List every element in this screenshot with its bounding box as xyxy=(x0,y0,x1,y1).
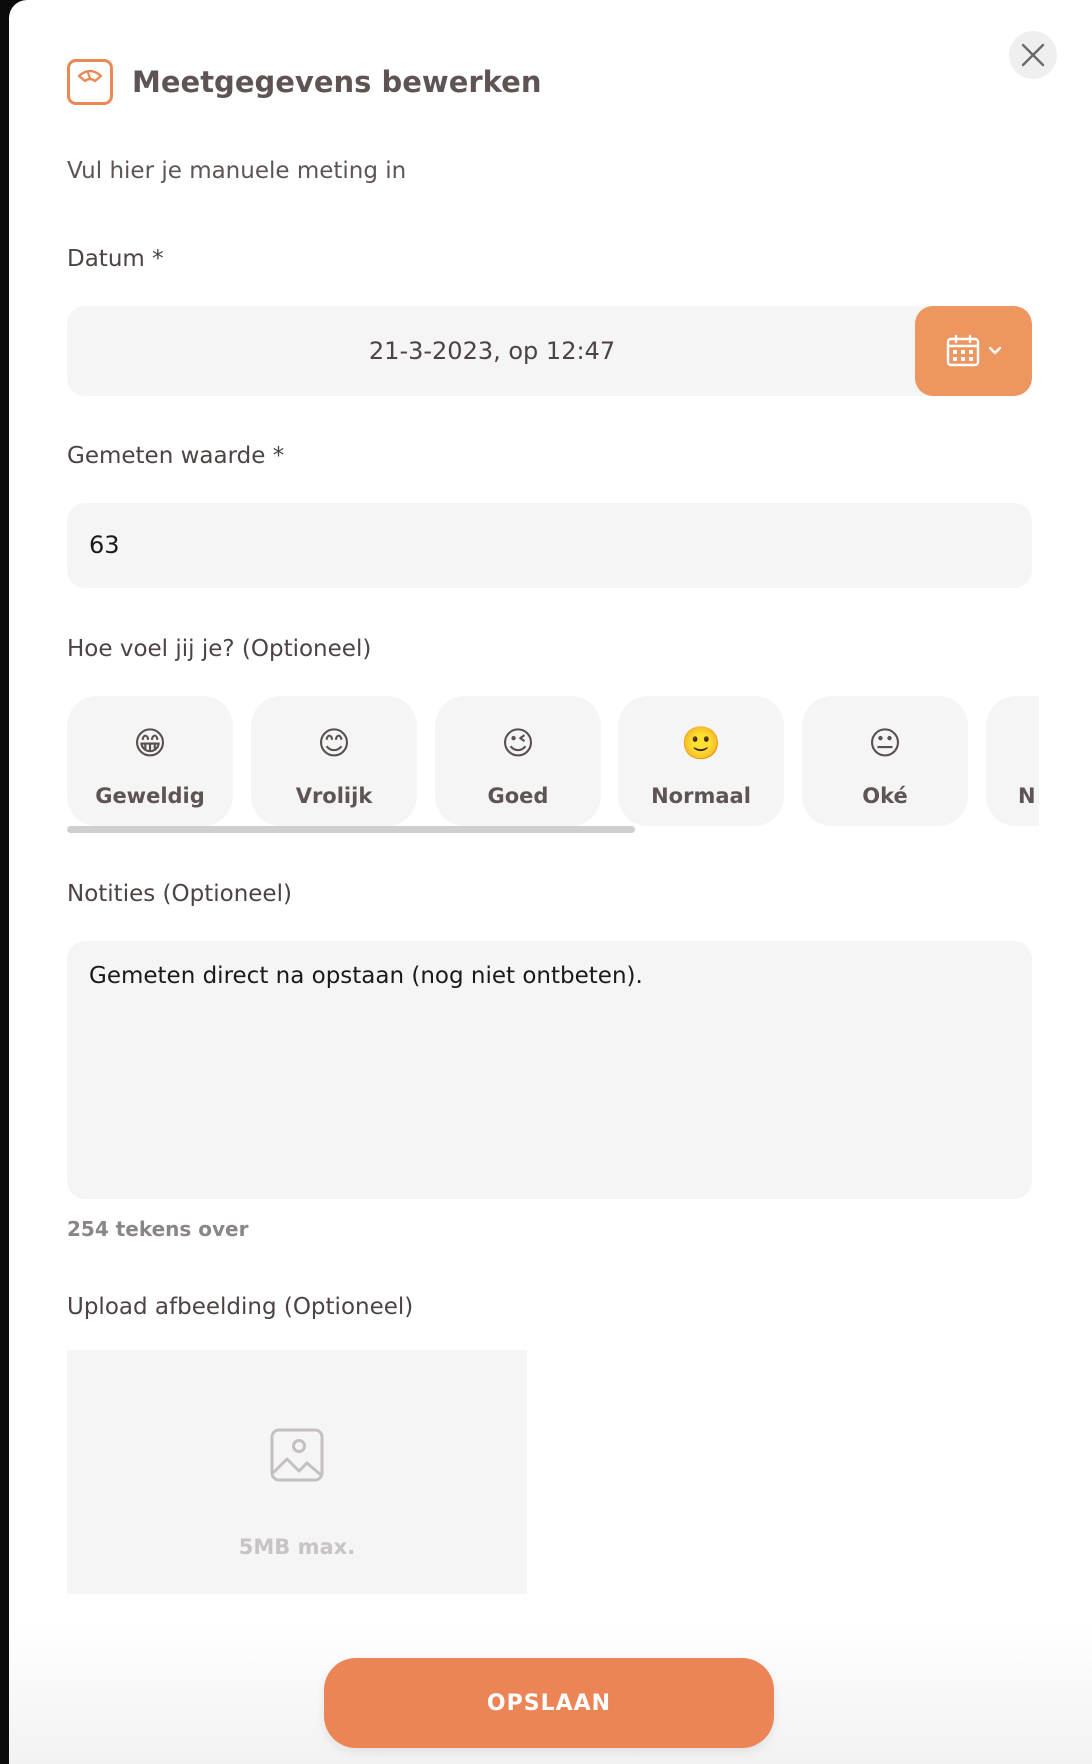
mood-scrollbar-thumb[interactable] xyxy=(67,826,635,833)
scale-icon xyxy=(67,59,113,105)
close-icon xyxy=(1021,43,1045,67)
mood-option-goed[interactable] xyxy=(435,696,601,826)
slight-smile-icon: 🙂 xyxy=(681,724,721,762)
image-upload-area[interactable] xyxy=(67,1350,527,1594)
mood-option-partial[interactable] xyxy=(986,696,1039,826)
chars-remaining: 254 tekens over xyxy=(67,1217,249,1241)
upload-label: Upload afbeelding (Optioneel) xyxy=(67,1294,414,1320)
calendar-icon xyxy=(946,334,980,368)
dialog-title: Meetgegevens bewerken xyxy=(132,65,542,99)
date-value[interactable]: 21-3-2023, op 12:47 xyxy=(368,337,616,365)
mood-option-geweldig[interactable] xyxy=(67,696,233,826)
dialog-subtitle: Vul hier je manuele meting in xyxy=(67,158,407,184)
measured-value-input[interactable] xyxy=(67,503,1032,588)
dialog-header xyxy=(67,58,542,106)
image-icon xyxy=(269,1427,325,1483)
mood-option-label: Normaal xyxy=(651,784,751,808)
mood-option-label: N xyxy=(1018,784,1036,808)
mood-option-label: Vrolijk xyxy=(295,784,373,808)
grinning-face-icon: 😁 xyxy=(133,724,167,762)
neutral-face-icon: 😐 xyxy=(868,724,902,762)
date-label: Datum * xyxy=(67,246,164,272)
edit-measurement-dialog xyxy=(9,0,1092,1764)
close-button[interactable] xyxy=(1009,31,1057,79)
date-field[interactable] xyxy=(67,306,1032,396)
save-button[interactable]: OPSLAAN xyxy=(324,1658,774,1748)
mood-option-label: Geweldig xyxy=(95,784,205,808)
measured-value-label: Gemeten waarde * xyxy=(67,443,285,469)
notes-label: Notities (Optioneel) xyxy=(67,881,292,907)
mood-option-oke[interactable] xyxy=(802,696,968,826)
mood-selector[interactable] xyxy=(67,696,1039,828)
mood-option-vrolijk[interactable] xyxy=(251,696,417,826)
notes-textarea[interactable]: Gemeten direct na opstaan (nog niet ontbeten). xyxy=(67,941,1032,1199)
mood-scrollbar[interactable] xyxy=(67,826,1039,833)
mood-option-normaal[interactable] xyxy=(618,696,784,826)
upload-size-hint: 5MB max. xyxy=(238,1535,356,1559)
mood-option-label: Oké xyxy=(862,784,908,808)
date-picker-button[interactable] xyxy=(915,306,1032,396)
mood-option-label: Goed xyxy=(487,784,549,808)
mood-label: Hoe voel jij je? (Optioneel) xyxy=(67,636,372,662)
winking-face-icon: 😉 xyxy=(501,724,535,762)
smiling-face-icon: 😊 xyxy=(317,724,351,762)
chevron-down-icon xyxy=(988,346,1002,356)
